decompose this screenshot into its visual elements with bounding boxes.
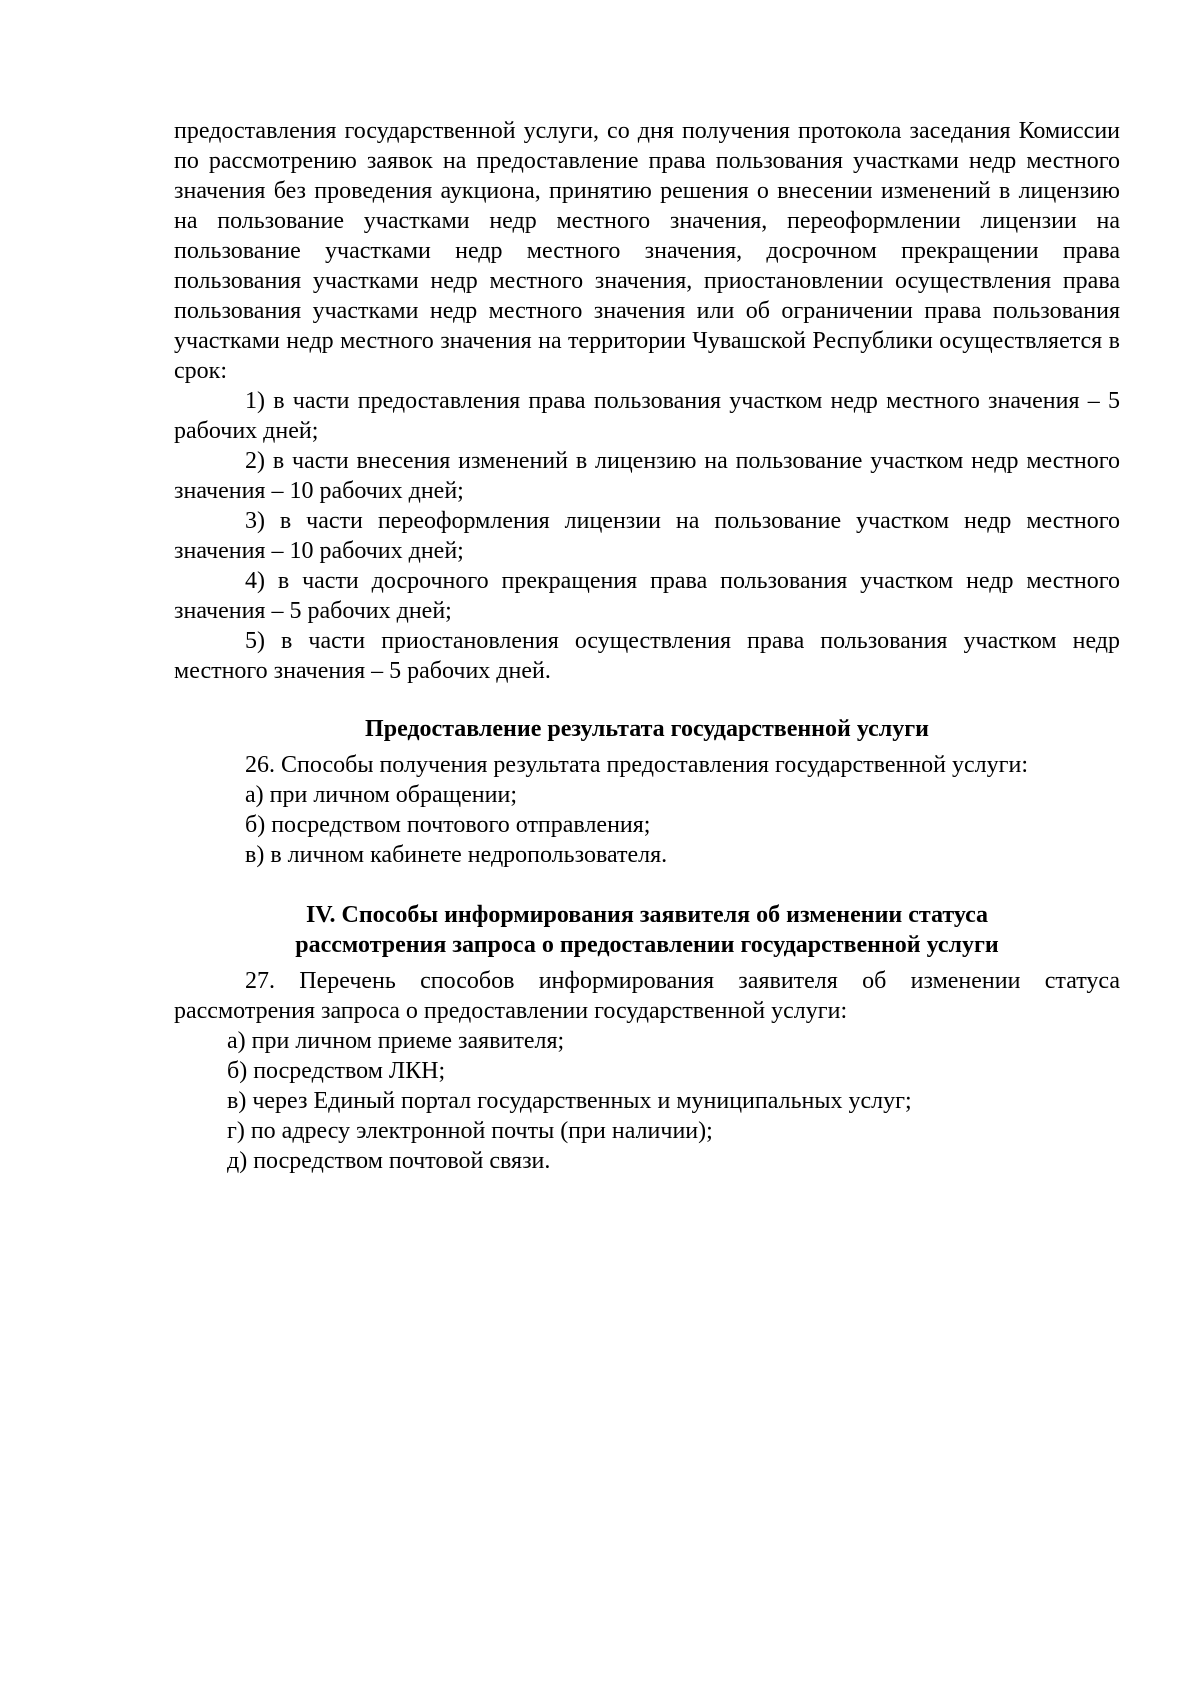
term-item-3: 3) в части переоформления лицензии на пользование участком недр местного значения – 10 рабочих дней;	[174, 508, 1120, 564]
info-item-a: а) при личном приеме заявителя;	[227, 1028, 565, 1054]
section-spacer	[174, 686, 1120, 714]
info-item-d: г) по адресу электронной почты (при наличии);	[227, 1118, 713, 1144]
section-spacer	[174, 870, 1120, 900]
term-item-1: 1) в части предоставления права пользования участком недр местного значения – 5 рабочих дней;	[174, 388, 1120, 444]
term-item-2: 2) в части внесения изменений в лицензию на пользование участком недр местного значения – 10 рабочих дней;	[174, 448, 1120, 504]
document-body	[174, 116, 1120, 1176]
section-heading-iv-line-2: рассмотрения запроса о предоставлении государственной услуги	[295, 932, 999, 958]
intro-paragraph: предоставления государственной услуги, со дня получения протокола заседания Комиссии по рассмотрению заявок на предоставление права пользования участками недр местного значения без проведения аукциона, принятию решения о внесении изменений в лицензию на пользование участками недр местного значения, переоформлении лицензии на пользование участками недр местного значения, досрочном прекращении права пользования участками недр местного значения, приостановлении осуществления права пользования участками недр местного значения или об ограничении права пользования участками недр местного значения на территории Чувашской Республики осуществляется в срок:	[174, 118, 1120, 384]
term-item-4: 4) в части досрочного прекращения права пользования участком недр местного значения – 5 рабочих дней;	[174, 568, 1120, 624]
result-item-c: в) в личном кабинете недропользователя.	[245, 842, 668, 868]
result-item-b: б) посредством почтового отправления;	[245, 812, 651, 838]
section-heading-result: Предоставление результата государственной услуги	[365, 716, 929, 742]
info-item-b: б) посредством ЛКН;	[227, 1058, 446, 1084]
section-heading-iv-line-1: IV. Способы информирования заявителя об изменении статуса	[305, 902, 989, 928]
term-item-5: 5) в части приостановления осуществления права пользования участком недр местного значения – 5 рабочих дней.	[174, 628, 1120, 684]
info-item-e: д) посредством почтовой связи.	[227, 1148, 551, 1174]
result-paragraph: 26. Способы получения результата предоставления государственной услуги:	[245, 752, 1028, 778]
info-paragraph: 27. Перечень способов информирования заявителя об изменении статуса рассмотрения запроса о предоставлении государственной услуги:	[174, 968, 1120, 1024]
info-item-c: в) через Единый портал государственных и муниципальных услуг;	[227, 1088, 912, 1114]
result-item-a: а) при личном обращении;	[245, 782, 517, 808]
